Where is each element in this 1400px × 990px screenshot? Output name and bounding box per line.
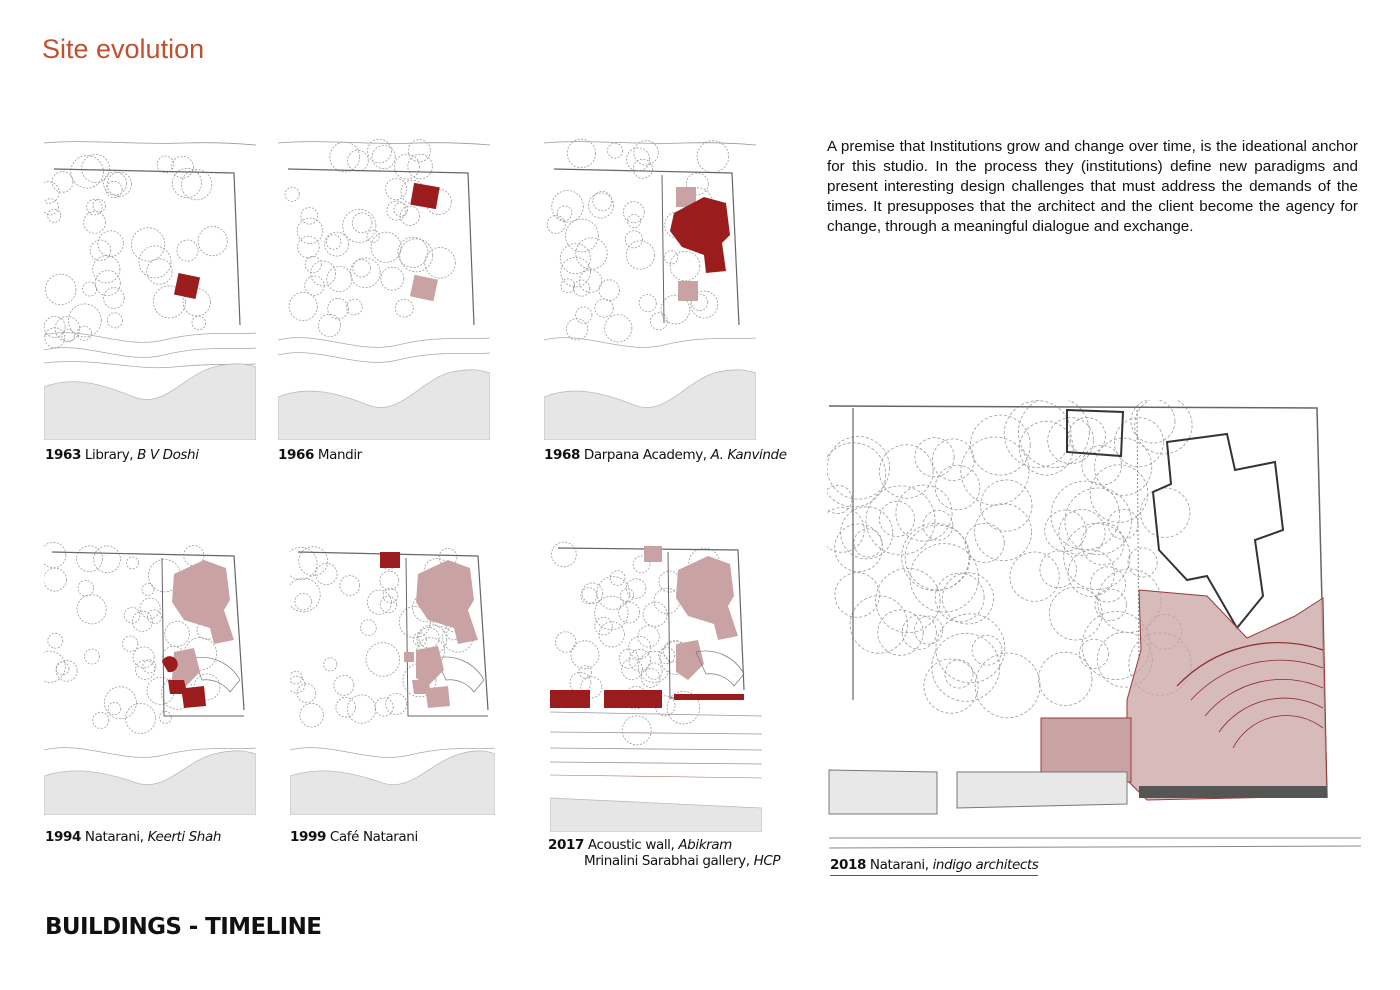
tree-canopy <box>381 267 404 290</box>
tree-canopy <box>305 257 321 273</box>
tree-canopy <box>44 568 66 591</box>
tree-canopy <box>561 279 575 293</box>
tree-canopy <box>566 219 599 252</box>
tree-canopy-group <box>285 139 455 336</box>
tree-canopy <box>697 141 729 173</box>
tree-canopy <box>827 443 886 507</box>
tree-canopy <box>343 209 376 242</box>
tree-canopy <box>854 529 882 557</box>
tree-canopy <box>394 154 419 179</box>
tree-canopy <box>386 694 407 715</box>
tree-canopy <box>915 438 954 477</box>
tree-canopy <box>574 280 590 296</box>
tree-canopy <box>126 703 156 733</box>
tree-canopy <box>44 542 66 567</box>
tree-canopy <box>650 313 667 330</box>
tree-canopy <box>1095 438 1152 495</box>
tree-canopy <box>975 653 1040 718</box>
tree-canopy <box>1010 552 1059 601</box>
tree-canopy <box>622 716 651 745</box>
tree-canopy <box>945 660 973 688</box>
tree-canopy <box>380 571 399 590</box>
caption-1994: 1994 Natarani, Keerti Shah <box>45 829 221 845</box>
tree-canopy <box>561 257 591 287</box>
tree-canopy <box>316 563 337 584</box>
mandir-building <box>410 183 439 209</box>
tree-canopy <box>82 155 110 183</box>
tree-canopy <box>400 239 433 272</box>
tree-canopy <box>300 703 324 727</box>
tree-canopy <box>340 576 360 596</box>
tree-canopy <box>136 660 155 679</box>
tree-canopy <box>547 216 565 234</box>
tree-canopy <box>641 669 660 688</box>
tree-canopy <box>71 156 104 189</box>
tree-canopy <box>172 156 194 178</box>
tree-canopy <box>605 315 632 342</box>
tree-canopy <box>835 573 880 618</box>
tree-canopy <box>589 193 614 218</box>
tree-canopy <box>595 299 613 317</box>
tree-canopy <box>975 504 1032 561</box>
tree-canopy <box>386 179 407 200</box>
tree-canopy <box>371 232 401 262</box>
tree-canopy <box>131 228 164 261</box>
tree-canopy <box>77 546 103 572</box>
tree-canopy <box>348 150 369 171</box>
site-plan-1963 <box>44 135 256 440</box>
tree-canopy <box>361 620 377 636</box>
tree-canopy <box>623 202 644 223</box>
cafe-natarani-building <box>380 552 400 568</box>
tree-canopy <box>880 445 934 499</box>
caption-1968: 1968 Darpana Academy, A. Kanvinde <box>544 447 787 463</box>
tree-canopy <box>827 485 852 513</box>
tree-canopy <box>325 232 349 256</box>
tree-canopy <box>576 238 607 269</box>
tree-canopy <box>147 259 172 284</box>
tree-canopy <box>104 288 125 309</box>
tree-canopy <box>297 218 323 244</box>
tree-canopy <box>552 542 577 567</box>
tree-canopy <box>159 711 171 723</box>
tree-canopy <box>45 328 65 348</box>
tree-canopy <box>48 633 63 648</box>
library-building-existing <box>410 275 438 302</box>
tree-canopy <box>935 465 980 510</box>
tree-canopy <box>608 143 623 158</box>
tree-canopy <box>581 588 597 604</box>
tree-canopy <box>634 141 658 165</box>
site-plan-2018 <box>827 400 1361 850</box>
tree-canopy <box>557 206 572 221</box>
tree-canopy <box>552 191 584 223</box>
tree-canopy <box>626 241 654 269</box>
tree-canopy <box>639 295 656 312</box>
tree-canopy <box>398 237 428 267</box>
tree-canopy <box>48 209 61 222</box>
tree-canopy <box>942 573 993 624</box>
tree-canopy <box>133 647 154 668</box>
tree-canopy <box>298 236 320 258</box>
section-heading-timeline: BUILDINGS - TIMELINE <box>45 914 322 940</box>
tree-canopy <box>299 547 328 576</box>
tree-canopy <box>104 687 136 719</box>
site-plan-1968 <box>544 135 756 440</box>
acoustic-wall-east <box>604 690 662 708</box>
tree-canopy <box>93 256 120 283</box>
tree-canopy <box>301 207 318 224</box>
caption-1966: 1966 Mandir <box>278 447 362 463</box>
tree-canopy <box>56 662 69 675</box>
tree-canopy <box>327 267 352 292</box>
site-plan-1999 <box>290 540 495 815</box>
tree-canopy <box>198 227 227 256</box>
tree-canopy <box>98 231 124 257</box>
tree-canopy <box>1108 509 1138 539</box>
tree-canopy <box>896 485 952 541</box>
tree-canopy <box>295 593 312 610</box>
tree-canopy <box>290 578 320 612</box>
tree-canopy <box>1065 488 1132 555</box>
tree-canopy <box>1064 523 1130 589</box>
site-plan-1966 <box>278 135 490 440</box>
gallery-wall <box>674 694 744 700</box>
tree-canopy <box>395 299 413 317</box>
caption-2018: 2018 Natarani, indigo architects <box>830 857 1038 876</box>
tree-canopy <box>157 156 174 173</box>
tree-canopy <box>425 248 456 279</box>
tree-canopy <box>366 643 400 677</box>
tree-canopy <box>915 616 943 644</box>
tree-canopy <box>44 199 58 215</box>
tree-canopy <box>566 319 587 340</box>
tree-canopy <box>972 635 1002 665</box>
tree-canopy <box>878 610 923 655</box>
tree-canopy <box>597 577 630 610</box>
tree-canopy <box>107 172 131 196</box>
tree-canopy <box>297 684 316 703</box>
tree-canopy <box>68 304 101 337</box>
tree-canopy <box>347 695 375 723</box>
tree-canopy <box>1090 465 1148 523</box>
tree-canopy <box>44 651 65 682</box>
tree-canopy <box>52 172 73 193</box>
tree-canopy <box>330 142 360 172</box>
tree-canopy <box>629 650 651 672</box>
tree-canopy <box>328 298 349 319</box>
tree-canopy <box>841 507 893 559</box>
tree-canopy <box>1049 587 1102 640</box>
darpana-academy-building <box>670 197 730 273</box>
tree-canopy <box>626 579 646 599</box>
tree-canopy <box>560 244 590 274</box>
library-existing <box>678 281 698 301</box>
tree-canopy <box>579 666 592 679</box>
natarani-element <box>162 656 178 672</box>
tree-canopy <box>571 641 599 669</box>
tree-canopy <box>372 146 395 169</box>
intro-paragraph: A premise that Institutions grow and change over time, is the ideational anchor for this studio. In the process they (institutions) define new paradigms and present interesting design challenges that must address the demands of the times. It presupposes that the architect and the client become the agency for change, through a meaningful dialogue and exchange. <box>827 138 1358 235</box>
tree-canopy <box>1069 418 1106 455</box>
tree-canopy <box>83 282 97 296</box>
tree-canopy <box>192 316 206 330</box>
tree-canopy <box>610 571 625 586</box>
tree-canopy <box>835 524 883 572</box>
tree-canopy <box>139 246 171 278</box>
tree-canopy <box>1019 421 1073 475</box>
tree-canopy <box>353 259 371 277</box>
tree-canopy <box>659 648 675 664</box>
tree-canopy <box>408 154 433 179</box>
tree-canopy <box>108 702 121 715</box>
tree-canopy <box>670 251 700 281</box>
tree-canopy <box>582 583 603 604</box>
tree-canopy <box>350 258 380 288</box>
tree-canopy <box>622 659 643 680</box>
tree-canopy <box>375 698 393 716</box>
page-title: Site evolution <box>42 34 205 64</box>
tree-canopy <box>285 187 299 201</box>
tree-canopy <box>55 317 80 342</box>
tree-canopy <box>45 274 76 305</box>
tree-canopy <box>1095 589 1126 620</box>
tree-canopy <box>387 201 406 220</box>
tree-canopy <box>879 501 914 536</box>
tree-canopy <box>866 486 935 555</box>
tree-canopy <box>127 557 139 569</box>
tree-canopy <box>556 632 576 652</box>
tree-canopy <box>93 199 106 212</box>
tree-canopy <box>1039 652 1092 705</box>
tree-canopy <box>95 271 120 296</box>
tree-canopy <box>181 170 211 200</box>
site-plan-1994 <box>44 540 256 815</box>
tree-canopy <box>90 240 111 261</box>
site-plan-2017 <box>550 540 762 832</box>
tree-canopy <box>123 636 138 651</box>
tree-canopy <box>326 235 341 250</box>
tree-canopy <box>627 148 650 171</box>
tree-canopy <box>621 589 634 602</box>
tree-canopy <box>93 712 109 728</box>
tree-canopy <box>924 659 978 713</box>
tree-canopy <box>567 139 595 167</box>
tree-canopy <box>827 437 890 500</box>
tree-canopy <box>981 480 1032 531</box>
tree-canopy <box>827 508 864 553</box>
tree-canopy <box>56 660 77 681</box>
tree-canopy <box>933 439 975 481</box>
tree-canopy <box>78 580 94 596</box>
tree-canopy <box>104 172 127 195</box>
library-building <box>174 273 200 299</box>
tree-canopy <box>84 649 99 664</box>
tree-canopy <box>334 675 354 695</box>
tree-canopy <box>336 697 356 717</box>
tree-canopy <box>910 544 979 613</box>
tree-canopy <box>318 314 340 336</box>
tree-canopy <box>625 231 642 248</box>
acoustic-wall-west <box>550 690 590 708</box>
tree-canopy <box>165 622 190 647</box>
tree-canopy <box>107 313 122 328</box>
tree-canopy <box>347 299 363 315</box>
tree-canopy <box>1051 481 1120 550</box>
tree-canopy <box>619 602 640 623</box>
tree-canopy <box>77 595 106 624</box>
tree-canopy <box>142 584 154 596</box>
tree-canopy <box>850 596 907 653</box>
caption-1963: 1963 Library, B V Doshi <box>45 447 199 463</box>
tree-canopy <box>1004 401 1071 468</box>
tree-canopy <box>1131 400 1175 443</box>
caption-2017: 2017 Acoustic wall, Abikram Mrinalini Sarabhai gallery, HCP <box>548 837 781 869</box>
tree-canopy-group <box>44 155 227 348</box>
tree-canopy <box>1079 639 1108 668</box>
tree-canopy <box>367 230 379 242</box>
tree-canopy <box>1128 548 1157 577</box>
tree-canopy <box>633 159 652 178</box>
tree-canopy <box>876 568 940 632</box>
tree-canopy <box>352 213 372 233</box>
tree-canopy <box>177 240 198 261</box>
tree-canopy <box>595 617 613 635</box>
tree-canopy <box>289 292 317 320</box>
caption-1999: 1999 Café Natarani <box>290 829 418 845</box>
tree-canopy <box>324 658 337 671</box>
tree-canopy <box>599 622 624 647</box>
